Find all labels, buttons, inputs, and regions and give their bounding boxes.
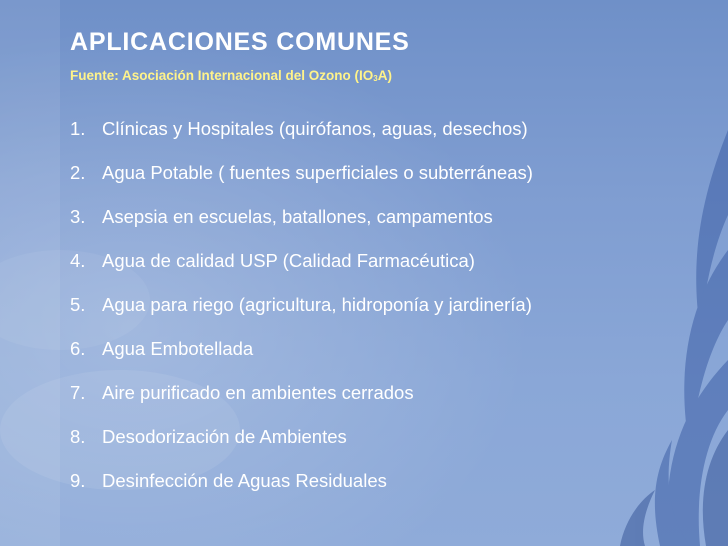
item-number: 1. [70,118,86,139]
item-text: Aire purificado en ambientes cerrados [102,382,414,403]
slide-subtitle [70,68,392,83]
item-text: Agua para riego (agricultura, hidroponía y jardinería) [102,294,532,315]
list-item [70,338,533,382]
list-item [70,118,533,162]
item-text: Desodorización de Ambientes [102,426,347,447]
list-item [70,294,533,338]
list-item [70,250,533,294]
applications-list [70,118,533,514]
item-text: Asepsia en escuelas, batallones, campamentos [102,206,493,227]
item-text: Clínicas y Hospitales (quirófanos, aguas, desechos) [102,118,528,139]
item-text: Agua Embotellada [102,338,254,359]
subtitle-text: Fuente: Asociación Internacional del Ozono (IO [70,68,374,83]
item-number: 5. [70,294,86,315]
list-item [70,470,533,514]
item-text: Agua Potable ( fuentes superficiales o subterráneas) [102,162,533,183]
item-text: Desinfección de Aguas Residuales [102,470,387,491]
slide-title: APLICACIONES COMUNES [70,28,410,56]
item-number: 2. [70,162,86,183]
item-number: 9. [70,470,86,491]
subtitle-subscript: 3 [373,74,378,83]
subtitle-suffix: A) [377,68,392,83]
item-number: 6. [70,338,86,359]
list-item [70,162,533,206]
item-text: Agua de calidad USP (Calidad Farmacéutica) [102,250,475,271]
item-number: 8. [70,426,86,447]
list-item [70,382,533,426]
item-number: 4. [70,250,86,271]
list-item [70,426,533,470]
item-number: 7. [70,382,86,403]
list-item [70,206,533,250]
item-number: 3. [70,206,86,227]
